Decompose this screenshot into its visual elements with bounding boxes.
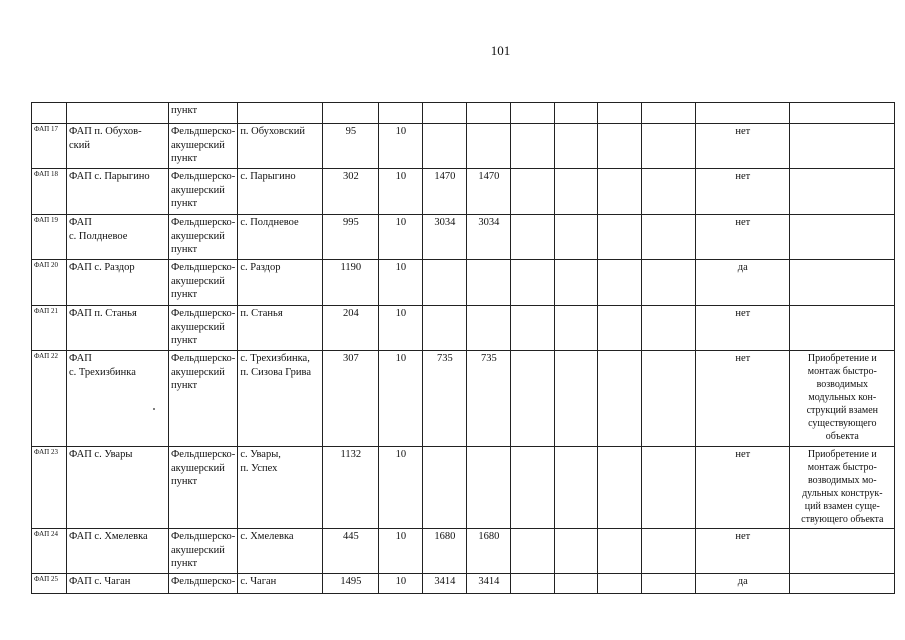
cell-name	[67, 124, 169, 169]
cell-empty	[642, 306, 696, 351]
cell-type	[169, 124, 238, 169]
cell-locality	[238, 215, 323, 260]
cell-text: акушерский	[171, 184, 225, 196]
cell-type	[169, 215, 238, 260]
cell-empty	[598, 306, 642, 351]
cell-empty	[642, 215, 696, 260]
cell-empty	[511, 306, 555, 351]
cell-text: Фельдшерско-	[171, 262, 236, 273]
cell-type	[169, 306, 238, 351]
cell-flag: нет	[696, 351, 790, 447]
cell-type	[169, 574, 238, 594]
cell-note	[790, 351, 895, 447]
cell-type	[169, 169, 238, 215]
cell-text: п. Станья	[240, 308, 283, 319]
cell-text: ФАП	[69, 353, 92, 364]
cell-text: п. Сизова Грива	[240, 366, 312, 378]
cell-flag: нет	[696, 529, 790, 574]
cell-col8: 1680	[467, 529, 511, 574]
cell-code: ФАП 22	[32, 351, 67, 447]
cell-code: ФАП 18	[32, 169, 67, 215]
cell-code: ФАП 17	[32, 124, 67, 169]
cell-locality	[238, 447, 323, 529]
cell-text: ФАП с. Хмелевка	[69, 531, 148, 542]
cell-col7: 1680	[423, 529, 467, 574]
cell-empty	[555, 306, 598, 351]
cell-flag: нет	[696, 124, 790, 169]
cell-col6: 10	[379, 124, 423, 169]
table-row	[32, 574, 895, 594]
cell-col8: 3034	[467, 215, 511, 260]
cell-empty	[555, 529, 598, 574]
table-row	[32, 215, 895, 260]
facilities-table	[31, 102, 895, 594]
cell-text: Фельдшерско-	[171, 449, 236, 460]
cell-text: монтаж быстро-	[807, 366, 877, 377]
cell-text: с. Раздор	[240, 262, 281, 273]
cell-text: с. Полдневое	[240, 217, 299, 228]
cell-text: акушерский	[171, 366, 225, 378]
cell-empty	[555, 169, 598, 215]
cell-empty	[511, 529, 555, 574]
cell-empty	[598, 447, 642, 529]
cell-col6: 10	[379, 260, 423, 306]
cell-note	[790, 260, 895, 306]
table-row	[32, 169, 895, 215]
cell-empty	[379, 103, 423, 124]
cell-empty	[555, 574, 598, 594]
cell-empty	[642, 103, 696, 124]
cell-empty	[642, 351, 696, 447]
cell-empty	[642, 169, 696, 215]
cell-text: модульных кон-	[808, 392, 877, 403]
cell-text: п. Обуховский	[240, 126, 305, 137]
cell-name	[67, 306, 169, 351]
cell-empty	[598, 260, 642, 306]
cell-empty	[511, 260, 555, 306]
table-body	[32, 103, 895, 594]
cell-col6: 10	[379, 215, 423, 260]
cell-col7: 3034	[423, 215, 467, 260]
cell-text: ФАП с. Увары	[69, 449, 133, 460]
cell-col7: 1470	[423, 169, 467, 215]
cell-population: 1132	[323, 447, 379, 529]
cell-text: ствующего объекта	[801, 514, 884, 525]
cell-code: ФАП 21	[32, 306, 67, 351]
cell-note	[790, 574, 895, 594]
cell-type	[169, 260, 238, 306]
cell-empty	[555, 447, 598, 529]
cell-col8	[467, 260, 511, 306]
cell-text: Фельдшерско-	[171, 353, 236, 364]
cell-empty	[511, 169, 555, 215]
cell-text: акушерский	[171, 275, 225, 287]
cell-text: акушерский	[171, 230, 225, 242]
cell-text: пункт	[171, 380, 198, 392]
cell-note	[790, 529, 895, 574]
table-row	[32, 529, 895, 574]
cell-text: пункт	[171, 289, 198, 301]
cell-text: Фельдшерско-	[171, 531, 236, 542]
cell-type	[169, 447, 238, 529]
cell-empty	[598, 351, 642, 447]
cell-population: 995	[323, 215, 379, 260]
cell-col8	[467, 306, 511, 351]
cell-empty	[696, 103, 790, 124]
cell-text: акушерский	[171, 139, 225, 151]
cell-text: Фельдшерско-	[171, 217, 236, 228]
cell-col6: 10	[379, 447, 423, 529]
cell-text: ФАП с. Чаган	[69, 576, 131, 587]
cell-locality	[238, 169, 323, 215]
cell-empty	[511, 103, 555, 124]
cell-empty	[642, 124, 696, 169]
cell-flag: нет	[696, 169, 790, 215]
table-row	[32, 260, 895, 306]
cell-note	[790, 124, 895, 169]
cell-text: с. Хмелевка	[240, 531, 294, 542]
cell-code: ФАП 19	[32, 215, 67, 260]
cell-population: 95	[323, 124, 379, 169]
cell-text: ФАП	[69, 217, 92, 228]
cell-empty	[511, 447, 555, 529]
cell-locality	[238, 529, 323, 574]
cell-text: ский	[69, 139, 90, 151]
cell-text: пункт	[171, 476, 198, 488]
cell-col6: 10	[379, 351, 423, 447]
cell-text: ФАП с. Раздор	[69, 262, 135, 273]
cell-code: ФАП 20	[32, 260, 67, 306]
cell-name	[67, 215, 169, 260]
cell-col7	[423, 124, 467, 169]
cell-empty	[423, 103, 467, 124]
cell-col8	[467, 124, 511, 169]
cell-text: с. Увары,	[240, 449, 281, 460]
cell-col7: 3414	[423, 574, 467, 594]
cell-empty	[555, 215, 598, 260]
cell-text: ФАП п. Обухов-	[69, 126, 142, 137]
cell-empty	[555, 260, 598, 306]
cell-empty	[642, 260, 696, 306]
cell-empty	[555, 124, 598, 169]
cell-col8: 735	[467, 351, 511, 447]
cell-name	[67, 169, 169, 215]
cell-text: струкций взамен	[806, 405, 879, 416]
cell-text: Приобретение и	[807, 353, 877, 364]
cell-text: пункт	[171, 244, 198, 256]
cell-col6: 10	[379, 574, 423, 594]
cell-empty	[511, 351, 555, 447]
cell-empty	[598, 574, 642, 594]
cell-empty	[555, 351, 598, 447]
table-row	[32, 351, 895, 447]
cell-empty	[598, 124, 642, 169]
cell-text: п. Успех	[240, 462, 278, 474]
cell-col6: 10	[379, 169, 423, 215]
cell-locality	[238, 351, 323, 447]
cell-text: возводимых мо-	[808, 475, 877, 486]
cell-note	[790, 169, 895, 215]
cell-empty	[790, 103, 895, 124]
cell-col7	[423, 306, 467, 351]
cell-text: с. Парыгино	[240, 171, 296, 182]
cell-text: акушерский	[171, 462, 225, 474]
cell-type	[169, 529, 238, 574]
cell-col7: 735	[423, 351, 467, 447]
page-number: 101	[490, 43, 511, 58]
cell-empty	[511, 574, 555, 594]
cell-text: с. Трехизбинка,	[240, 353, 310, 364]
cell-type	[169, 351, 238, 447]
cell-locality	[238, 124, 323, 169]
cell-code: ФАП 24	[32, 529, 67, 574]
cell-flag: да	[696, 260, 790, 306]
cell-text: ФАП п. Станья	[69, 308, 137, 319]
cell-empty	[642, 529, 696, 574]
cell-empty	[642, 574, 696, 594]
cell-empty	[598, 103, 642, 124]
cell-empty	[511, 215, 555, 260]
cell-empty	[642, 447, 696, 529]
cell-name	[67, 351, 169, 447]
cell-type	[169, 103, 238, 124]
cell-population: 1190	[323, 260, 379, 306]
cell-text: пункт	[171, 335, 198, 347]
table-row	[32, 306, 895, 351]
cell-text: дульных конструк-	[802, 488, 883, 499]
cell-population: 307	[323, 351, 379, 447]
cell-flag: да	[696, 574, 790, 594]
cell-flag: нет	[696, 215, 790, 260]
cell-text: возводимых	[816, 379, 869, 390]
cell-empty	[467, 103, 511, 124]
cell-text: ФАП с. Парыгино	[69, 171, 150, 182]
cell-note	[790, 306, 895, 351]
cell-flag: нет	[696, 306, 790, 351]
cell-name	[67, 574, 169, 594]
cell-locality	[238, 306, 323, 351]
cell-empty	[323, 103, 379, 124]
cell-text: пункт	[171, 105, 198, 116]
cell-empty	[598, 169, 642, 215]
cell-text: с. Чаган	[240, 576, 277, 587]
cell-text: монтаж быстро-	[807, 462, 877, 473]
cell-text: объекта	[825, 431, 859, 442]
cell-code: ФАП 25	[32, 574, 67, 594]
cell-code: ФАП 23	[32, 447, 67, 529]
cell-text: с. Полдневое	[69, 230, 128, 242]
cell-col8: 3414	[467, 574, 511, 594]
cell-text: ций взамен суще-	[804, 501, 880, 512]
cell-text: Фельдшерско-	[171, 308, 236, 319]
cell-text: пункт	[171, 558, 198, 570]
cell-name	[67, 260, 169, 306]
cell-empty	[555, 103, 598, 124]
cell-empty	[32, 103, 67, 124]
table-row	[32, 124, 895, 169]
cell-text: Приобретение и	[807, 449, 877, 460]
cell-text: акушерский	[171, 321, 225, 333]
cell-text: Фельдшерско-	[171, 171, 236, 182]
cell-locality	[238, 574, 323, 594]
cell-text: существующего	[808, 418, 877, 429]
cell-text: акушерский	[171, 544, 225, 556]
cell-text: пункт	[171, 153, 198, 165]
cell-population: 204	[323, 306, 379, 351]
cell-col7	[423, 260, 467, 306]
table-row	[32, 447, 895, 529]
cell-empty	[67, 103, 169, 124]
cell-text: Фельдшерско-	[171, 126, 236, 137]
cell-population: 1495	[323, 574, 379, 594]
cell-col8	[467, 447, 511, 529]
cell-text: с. Трехизбинка	[69, 366, 136, 378]
cell-text: Фельдшерско-	[171, 576, 236, 587]
cell-col6: 10	[379, 529, 423, 574]
cell-name	[67, 529, 169, 574]
cell-text: пункт	[171, 198, 198, 210]
cell-empty	[598, 529, 642, 574]
carry-over-row	[32, 103, 895, 124]
cell-col7	[423, 447, 467, 529]
cell-empty	[598, 215, 642, 260]
cell-note	[790, 447, 895, 529]
cell-locality	[238, 260, 323, 306]
cell-col6: 10	[379, 306, 423, 351]
cell-population: 445	[323, 529, 379, 574]
cell-name	[67, 447, 169, 529]
cell-population: 302	[323, 169, 379, 215]
cell-flag: нет	[696, 447, 790, 529]
cell-note	[790, 215, 895, 260]
cell-empty	[238, 103, 323, 124]
cell-empty	[511, 124, 555, 169]
cell-col8: 1470	[467, 169, 511, 215]
